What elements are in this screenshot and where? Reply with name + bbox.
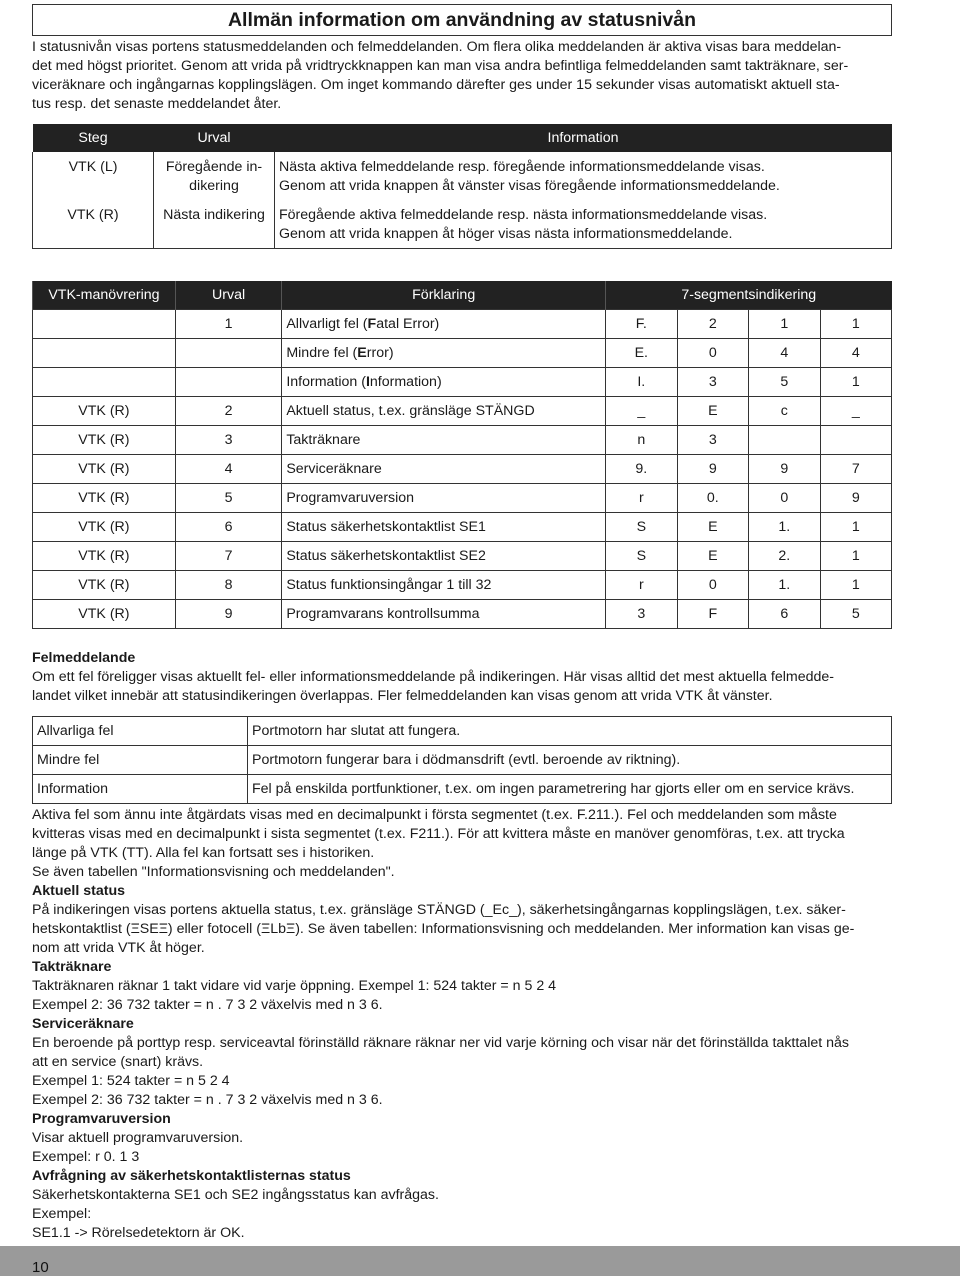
fel-table: [32, 716, 892, 804]
segment-cell: 0.: [677, 484, 749, 513]
text-line: Visar aktuell programvaruversion.: [32, 1130, 244, 1146]
table-row: [33, 746, 892, 775]
info-line: Genom att vrida knappen åt vänster visas föregående informationsmeddelande.: [279, 178, 780, 194]
table-row: [33, 200, 892, 249]
text-line: Takträknaren räknar 1 takt vidare vid varje öppning. Exempel 1: 524 takter = n 5 2 4: [32, 978, 557, 994]
vtk-cell: VTK (R): [33, 542, 176, 571]
vtk-cell: VTK (R): [33, 484, 176, 513]
info-line: Föregående aktiva felmeddelande resp. nästa informationsmeddelande visas.: [279, 207, 768, 223]
table-row: [33, 717, 892, 746]
title-box: [32, 4, 892, 36]
intro-line: I statusnivån visas portens statusmeddelanden och felmeddelanden. Om flera olika meddelanden är aktiva visas bara meddelan-: [32, 39, 842, 55]
segment-cell: c: [749, 397, 821, 426]
header-urval: Urval: [175, 281, 281, 310]
segment-cell: 4: [749, 339, 821, 368]
header-steg: Steg: [33, 124, 154, 152]
text-line: kvitteras visas med en decimalpunkt i sista segmentet (t.ex. F211.). För att kvittera måste en manöver genomföras, t.ex. att trycka: [32, 826, 845, 842]
info-cell: [275, 152, 892, 200]
segment-cell: 0: [677, 571, 749, 600]
vtk-cell: [33, 339, 176, 368]
text-line: landet vilket innebär att statusindikeringen överlappas. Fler felmeddelanden kan visas genom att vrida VTK åt vänster.: [32, 688, 773, 704]
steg-cell: VTK (L): [33, 152, 154, 200]
table-row: [33, 310, 892, 339]
table-row: [33, 426, 892, 455]
segment-cell: 0: [749, 484, 821, 513]
forklaring-cell: [282, 542, 606, 571]
urval-cell: 9: [175, 600, 281, 629]
segment-cell: 3: [606, 600, 678, 629]
forklaring-letter: E: [357, 344, 367, 361]
segment-cell: 4: [820, 339, 891, 368]
forklaring-text: Takträknare: [286, 431, 361, 448]
segment-cell: r: [606, 484, 678, 513]
forklaring-text: Status funktionsingångar 1 till 32: [286, 576, 492, 593]
segment-cell: 1: [820, 310, 891, 339]
segment-cell: [820, 426, 891, 455]
urval-cell: 2: [175, 397, 281, 426]
segment-cell: 9.: [606, 455, 678, 484]
segment-cell: 2: [677, 310, 749, 339]
text-line: En beroende på porttyp resp. serviceavtal förinställd räknare räknar ner vid varje körning och visar när det förinställda takttalet nås: [32, 1035, 849, 1051]
segment-cell: I.: [606, 368, 678, 397]
text-line: Exempel 2: 36 732 takter = n . 7 3 2 växelvis med n 3 6.: [32, 1092, 383, 1108]
table-row: [33, 368, 892, 397]
urval-line: dikering: [189, 178, 239, 194]
section-heading: Serviceräknare: [32, 1016, 134, 1032]
urval-line: Nästa indikering: [163, 207, 265, 223]
forklaring-cell: [282, 339, 606, 368]
forklaring-cell: [282, 426, 606, 455]
fel-type: Mindre fel: [33, 746, 248, 775]
forklaring-text: Allvarligt fel (: [286, 315, 368, 332]
header-forklaring: Förklaring: [282, 281, 606, 310]
vtk-cell: VTK (R): [33, 571, 176, 600]
footer-bar: [0, 1246, 960, 1276]
segment-cell: E: [677, 542, 749, 571]
text-line: Exempel 1: 524 takter = n 5 2 4: [32, 1073, 230, 1089]
forklaring-letter: F: [367, 315, 377, 332]
segment-cell: 3: [677, 426, 749, 455]
segment-cell: _: [820, 397, 891, 426]
segment-cell: E: [677, 513, 749, 542]
forklaring-cell: [282, 397, 606, 426]
urval-cell: 6: [175, 513, 281, 542]
urval-cell: [175, 368, 281, 397]
text-line: länge på VTK (TT). Alla fel kan fortsatt ses i historiken.: [32, 845, 375, 861]
forklaring-text: Mindre fel (: [286, 344, 358, 361]
forklaring-text: Aktuell status, t.ex. gränsläge STÄNGD: [286, 402, 535, 419]
segment-cell: S: [606, 513, 678, 542]
forklaring-text: Programvaruversion: [286, 489, 415, 506]
segment-cell: S: [606, 542, 678, 571]
page-number: 10: [32, 1259, 49, 1276]
urval-cell: [154, 152, 275, 200]
segment-cell: F.: [606, 310, 678, 339]
info-line: Nästa aktiva felmeddelande resp. föregående informationsmeddelande visas.: [279, 159, 765, 175]
header-7seg: 7-segmentsindikering: [606, 281, 892, 310]
forklaring-cell: [282, 513, 606, 542]
segment-cell: 5: [749, 368, 821, 397]
section-heading: Felmeddelande: [32, 650, 136, 666]
urval-cell: [175, 339, 281, 368]
urval-line: Föregående in-: [165, 159, 263, 175]
section-heading: Aktuell status: [32, 883, 126, 899]
vtk-cell: VTK (R): [33, 397, 176, 426]
text-line: Exempel:: [32, 1206, 92, 1222]
body-text: [32, 806, 892, 1243]
forklaring-cell: [282, 455, 606, 484]
table-row: [33, 397, 892, 426]
table-row: [33, 339, 892, 368]
segment-cell: 1.: [749, 513, 821, 542]
table-row: [33, 600, 892, 629]
segment-cell: 2.: [749, 542, 821, 571]
segment-cell: [749, 426, 821, 455]
segment-cell: _: [606, 397, 678, 426]
intro-line: det med högst prioritet. Genom att vrida på vridtryckknappen kan man visa andra befintliga felmeddelanden samt takträknare, ser-: [32, 58, 849, 74]
forklaring-cell: [282, 310, 606, 339]
vtk-cell: VTK (R): [33, 600, 176, 629]
text-line: Exempel 2: 36 732 takter = n . 7 3 2 växelvis med n 3 6.: [32, 997, 383, 1013]
urval-cell: 1: [175, 310, 281, 339]
intro-text: [32, 38, 892, 114]
vtk-cell: VTK (R): [33, 426, 176, 455]
forklaring-text: Status säkerhetskontaktlist SE1: [286, 518, 486, 535]
fel-type: Information: [33, 775, 248, 804]
header-urval: Urval: [154, 124, 275, 152]
forklaring-cell: [282, 368, 606, 397]
forklaring-cell: [282, 571, 606, 600]
fel-desc: Fel på enskilda portfunktioner, t.ex. om ingen parametrering har gjorts eller om en service krävs.: [248, 775, 892, 804]
forklaring-letter: I: [365, 373, 370, 390]
intro-line: tus resp. det senaste meddelandet åter.: [32, 96, 282, 112]
table-row: [33, 542, 892, 571]
vtk-cell: [33, 368, 176, 397]
text-line: Aktiva fel som ännu inte åtgärdats visas med en decimalpunkt i första segmentet (t.ex. F.211.). Fel och meddelanden som måste: [32, 807, 837, 823]
text-line: Se även tabellen "Informationsvisning och meddelanden".: [32, 864, 395, 880]
segment-cell: E: [677, 397, 749, 426]
steg-table: [32, 124, 892, 249]
text-line: Om ett fel föreligger visas aktuellt fel- eller informationsmeddelande på indikeringen. Här visas alltid det mest aktuella felmedde-: [32, 669, 834, 685]
segment-cell: 0: [677, 339, 749, 368]
header-vtk: VTK-manövrering: [33, 281, 176, 310]
table-row: [33, 455, 892, 484]
intro-line: viceräknare och ingångarnas kopplingslägen. Om inget kommando därefter ges under 15 sekunder visas automatiskt aktuell sta-: [32, 77, 840, 93]
segment-cell: 1: [820, 513, 891, 542]
table-row: [33, 571, 892, 600]
segment-cell: 1.: [749, 571, 821, 600]
vtk-cell: VTK (R): [33, 455, 176, 484]
vtk-table: [32, 281, 892, 629]
text-line: Exempel: r 0. 1 3: [32, 1149, 140, 1165]
segment-cell: 7: [820, 455, 891, 484]
segment-cell: 5: [820, 600, 891, 629]
urval-cell: 7: [175, 542, 281, 571]
page-content: [32, 4, 892, 1243]
section-heading: Avfrågning av säkerhetskontaktlisternas status: [32, 1168, 351, 1184]
forklaring-text: Serviceräknare: [286, 460, 382, 477]
urval-cell: 3: [175, 426, 281, 455]
header-information: Information: [275, 124, 892, 152]
forklaring-cell: [282, 484, 606, 513]
table-row: [33, 152, 892, 200]
text-line: nom att vrida VTK åt höger.: [32, 940, 205, 956]
forklaring-text: Status säkerhetskontaktlist SE2: [286, 547, 486, 564]
forklaring-text: Programvarans kontrollsumma: [286, 605, 480, 622]
segment-cell: 1: [820, 368, 891, 397]
segment-cell: 9: [677, 455, 749, 484]
segment-cell: r: [606, 571, 678, 600]
text-line: Säkerhetskontakterna SE1 och SE2 ingångsstatus kan avfrågas.: [32, 1187, 439, 1203]
forklaring-cell: [282, 600, 606, 629]
segment-cell: 1: [820, 571, 891, 600]
urval-cell: 8: [175, 571, 281, 600]
text-line: SE1.1 -> Rörelsedetektorn är OK.: [32, 1225, 245, 1241]
table-row: [33, 513, 892, 542]
forklaring-text: atal Error): [376, 315, 440, 332]
vtk-cell: VTK (R): [33, 513, 176, 542]
text-line: På indikeringen visas portens aktuella status, t.ex. gränsläge STÄNGD (_Ec_), säkerhetsingångarnas kopplingslägen, t.ex. säker-: [32, 902, 846, 918]
fel-type: Allvarliga fel: [33, 717, 248, 746]
urval-cell: 5: [175, 484, 281, 513]
segment-cell: 1: [820, 542, 891, 571]
urval-cell: 4: [175, 455, 281, 484]
forklaring-text: Information (: [286, 373, 366, 390]
text-line: att en service (snart) krävs.: [32, 1054, 204, 1070]
fel-desc: Portmotorn har slutat att fungera.: [248, 717, 892, 746]
segment-cell: 9: [820, 484, 891, 513]
segment-cell: 6: [749, 600, 821, 629]
segment-cell: F: [677, 600, 749, 629]
page-title: Allmän information om användning av statusnivån: [227, 8, 697, 31]
text-line: hetskontaktlist (ΞSEΞ) eller fotocell (ΞLbΞ). Se även tabellen: Informationsvisning och meddelanden. Mer information kan visas ge-: [32, 921, 855, 937]
steg-cell: VTK (R): [33, 200, 154, 249]
fel-desc: Portmotorn fungerar bara i dödmansdrift (evtl. beroende av riktning).: [248, 746, 892, 775]
segment-cell: 9: [749, 455, 821, 484]
felmeddelande-section: [32, 649, 892, 706]
segment-cell: 3: [677, 368, 749, 397]
urval-cell: [154, 200, 275, 249]
section-heading: Programvaruversion: [32, 1111, 171, 1127]
table-row: [33, 775, 892, 804]
forklaring-text: nformation): [369, 373, 442, 390]
table-row: [33, 484, 892, 513]
segment-cell: 1: [749, 310, 821, 339]
info-line: Genom att vrida knappen åt höger visas nästa informationsmeddelande.: [279, 226, 733, 242]
segment-cell: E.: [606, 339, 678, 368]
forklaring-text: rror): [366, 344, 394, 361]
info-cell: [275, 200, 892, 249]
section-heading: Takträknare: [32, 959, 112, 975]
vtk-cell: [33, 310, 176, 339]
segment-cell: n: [606, 426, 678, 455]
